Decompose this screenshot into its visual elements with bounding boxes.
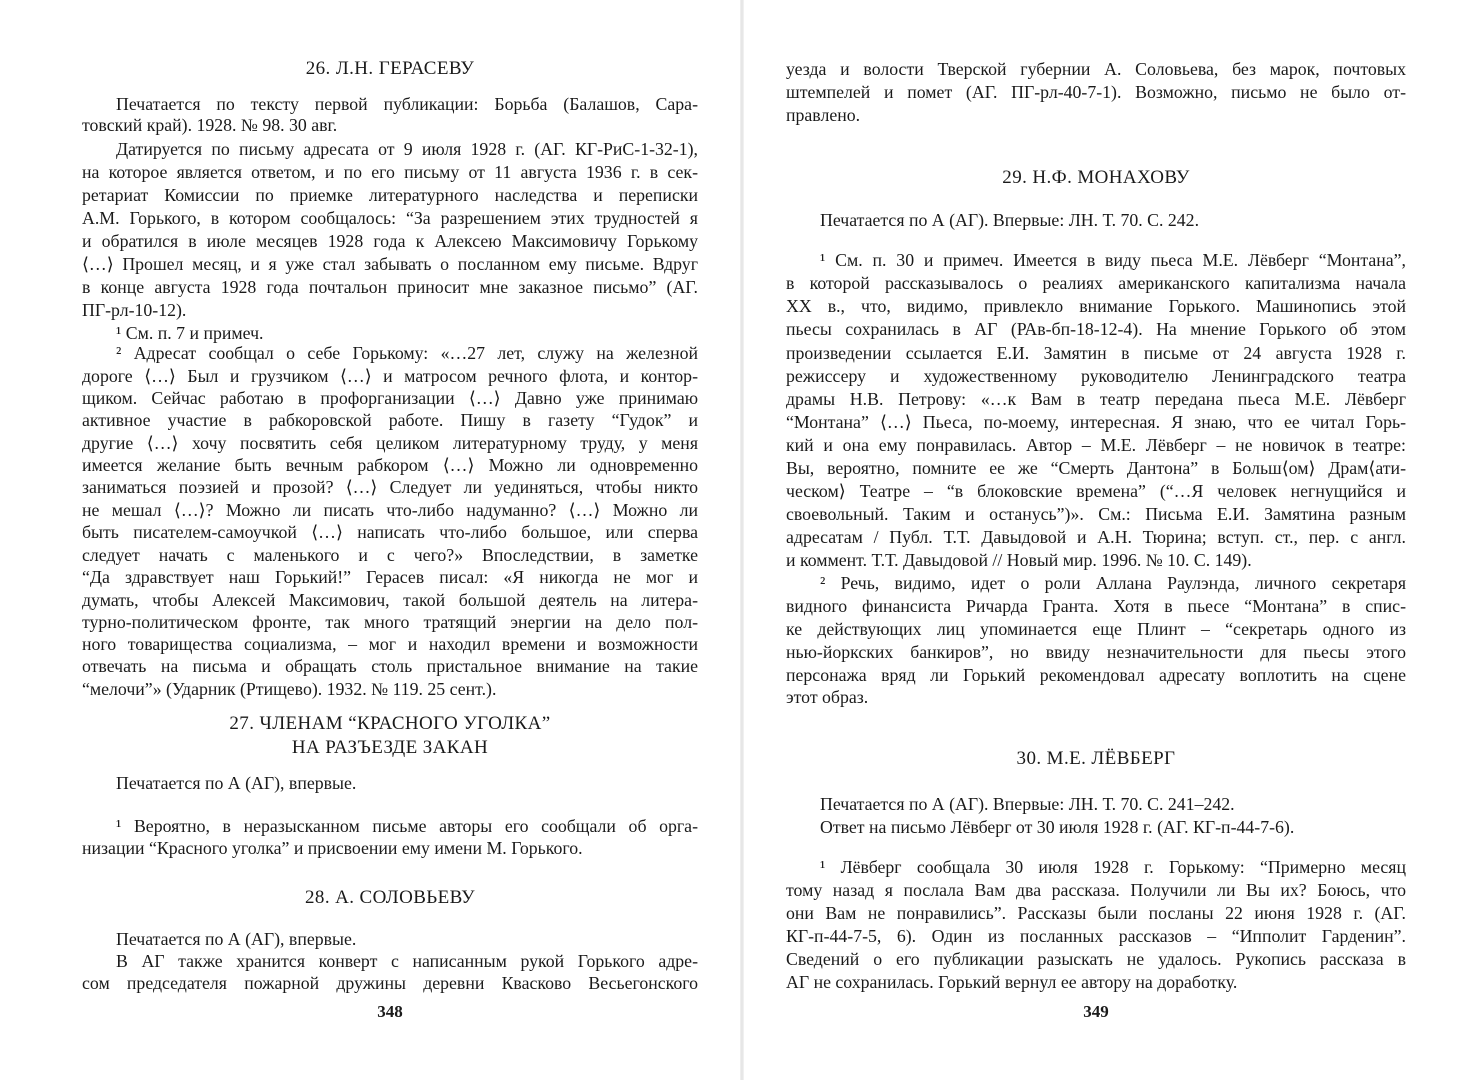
- text-line: в конце августа 1928 года почтальон приносит мне заказное письмо” (АГ.: [82, 277, 698, 297]
- text-line: заниматься поэзией и прозой? ⟨…⟩ Следует ли уединяться, чтобы никто: [82, 477, 698, 497]
- left-page: [82, 0, 698, 1080]
- footnote-line: ² Речь, видимо, идет о роли Аллана Раулэнда, личного секретаря: [820, 573, 1406, 593]
- text-line: ретариат Комиссии по приемке литературного наследства и переписки: [82, 185, 698, 205]
- text-line: и коммент. Т.Т. Давыдовой // Новый мир. 1996. № 10. С. 149).: [786, 550, 1252, 570]
- text-line: думать, чтобы Алексей Максимович, такой большой деятель на литера-: [82, 590, 698, 610]
- text-line: своевольный. Таким и останусь”)». См.: Письма Е.И. Замятина разным: [786, 504, 1406, 524]
- text-line: Печатается по А (АГ). Впервые: ЛН. Т. 70. С. 241–242.: [820, 794, 1235, 814]
- text-line: не мешал ⟨…⟩? Можно ли писать что-либо надуманно? ⟨…⟩ Можно ли: [82, 500, 698, 520]
- text-line: тому назад я послала Вам два рассказа. Получили ли Вы их? Боюсь, что: [786, 880, 1406, 900]
- text-line: и обратился в июле месяцев 1928 года к Алексею Максимовичу Горькому: [82, 231, 698, 251]
- section-26-title: 26. Л.Н. ГЕРАСЕВУ: [305, 58, 475, 79]
- text-line: они Вам не понравились”. Рассказы были посланы 22 июня 1928 г. (АГ.: [786, 903, 1406, 923]
- text-line: на которое является ответом, и по его письму от 11 августа 1936 г. в сек-: [82, 162, 698, 182]
- text-line: штемпелей и помет (АГ. ПГ-рл-40-7-1). Возможно, письмо не было от-: [786, 82, 1406, 102]
- text-line: Датируется по письму адресата от 9 июля 1928 г. (АГ. КГ-РиС-1-32-1),: [116, 139, 698, 159]
- section-27-title-line1: 27. ЧЛЕНАМ “КРАСНОГО УГОЛКА”: [229, 713, 551, 734]
- text-line: Сведений о его публикации разыскать не удалось. Рукопись рассказа в: [786, 949, 1406, 969]
- text-line: активное участие в рабкоровской работе. Пишу в газету “Гудок” и: [82, 410, 698, 430]
- text-line: Печатается по А (АГ), впервые.: [116, 773, 357, 793]
- footnote-line: ¹ См. п. 7 и примеч.: [116, 323, 264, 343]
- text-line: “Монтана” ⟨…⟩ Пьеса, по-моему, интересная. Я знаю, что ее читал Горь-: [786, 412, 1406, 432]
- text-line: уезда и волости Тверской губернии А. Соловьева, без марок, почтовых: [786, 59, 1406, 79]
- footnote-line: ² Адресат сообщал о себе Горькому: «…27 лет, служу на железной: [116, 343, 698, 363]
- text-line: пьесы сохранилась в АГ (РАв-бп-18-12-4). На мнение Горького об этом: [786, 319, 1406, 339]
- footnote-line: ¹ Вероятно, в неразысканном письме авторы его сообщали об орга-: [116, 816, 698, 836]
- text-line: “Да здравствует наш Горький!” Герасев писал: «Я никогда не мог и: [82, 567, 698, 587]
- text-line: адресатам / Публ. Т.Т. Давыдовой и А.Н. Тюрина; вступ. ст., пер. с англ.: [786, 527, 1406, 547]
- text-line: ческом⟩ Театре – “в блоковские времена” (“…Я человек негнущийся и: [786, 481, 1406, 501]
- text-line: в которой рассказывалось о реалиях американского капитализма начала: [786, 273, 1406, 293]
- page-number: 348: [377, 1002, 403, 1021]
- text-line: видного финансиста Ричарда Гранта. Хотя в пьесе “Монтана” в спис-: [786, 596, 1406, 616]
- footnote-line: ¹ Лёвберг сообщала 30 июля 1928 г. Горькому: “Примерно месяц: [820, 857, 1406, 877]
- text-line: турно-политическом фронте, так много тратящий энергии на дело пол-: [82, 612, 698, 632]
- text-line: нью-йоркских банкиров”, но ввиду незначительности для пьесы этого: [786, 642, 1406, 662]
- text-line: быть писателем-самоучкой ⟨…⟩ написать что-либо большое, или сперва: [82, 522, 698, 542]
- footnote-line: ¹ См. п. 30 и примеч. Имеется в виду пьеса М.Е. Лёвберг “Монтана”,: [820, 250, 1406, 270]
- text-line: Ответ на письмо Лёвберг от 30 июля 1928 г. (АГ. КГ-п-44-7-6).: [820, 817, 1295, 837]
- section-28-title: 28. А. СОЛОВЬЕВУ: [305, 887, 475, 908]
- right-page: [786, 0, 1406, 1080]
- text-line: произведении ссылается Е.И. Замятин в письме от 24 августа 1928 г.: [786, 343, 1406, 363]
- text-line: правлено.: [786, 105, 861, 125]
- text-line: низации “Красного уголка” и присвоении ему имени М. Горького.: [82, 838, 583, 858]
- text-line: Печатается по тексту первой публикации: Борьба (Балашов, Сара-: [116, 94, 698, 114]
- text-line: отвечать на письма и обращать столь пристальное внимание на такие: [82, 656, 698, 676]
- text-line: следует начать с маленького и с чего?» Впоследствии, в заметке: [82, 545, 698, 565]
- section-29-title: 29. Н.Ф. МОНАХОВУ: [1002, 167, 1190, 188]
- text-line: Печатается по А (АГ), впервые.: [116, 929, 357, 949]
- text-line: персонажа вряд ли Горький рекомендовал адресату воплотить на сцене: [786, 665, 1406, 685]
- text-line: ПГ-рл-10-12).: [82, 300, 187, 320]
- text-line: ⟨…⟩ Прошел месяц, и я уже стал забывать о посланном ему письме. Вдруг: [82, 254, 698, 274]
- page-number: 349: [1083, 1002, 1109, 1021]
- text-line: режиссеру и художественному руководителю Ленинградского театра: [786, 366, 1406, 386]
- text-line: Вы, вероятно, помните ее же “Смерть Дантона” в Больш⟨ом⟩ Драм⟨ати-: [786, 458, 1406, 478]
- book-gutter: [740, 0, 744, 1080]
- section-30-title: 30. М.Е. ЛЁВБЕРГ: [1016, 748, 1176, 769]
- text-line: этот образ.: [786, 687, 869, 707]
- text-line: А.М. Горького, в котором сообщалось: “За разрешением этих трудностей я: [82, 208, 698, 228]
- text-line: XX в., что, видимо, привлекло внимание Горького. Машинопись этой: [786, 296, 1406, 316]
- text-line: товский край). 1928. № 98. 30 авг.: [82, 115, 338, 135]
- text-line: ке действующих лиц упоминается еще Плинт – “секретарь одного из: [786, 619, 1406, 639]
- text-line: щиком. Сейчас работаю в профорганизации ⟨…⟩ Давно уже принимаю: [82, 388, 698, 408]
- text-line: АГ не сохранилась. Горький вернул ее автору на доработку.: [786, 972, 1238, 992]
- text-line: сом председателя пожарной дружины деревни Квасково Весьегонского: [82, 973, 698, 993]
- text-line: другие ⟨…⟩ хочу посвятить себя целиком литературному труду, у меня: [82, 433, 698, 453]
- text-line: В АГ также хранится конверт с написанным рукой Горького адре-: [116, 951, 698, 971]
- text-line: кий и она ему понравилась. Автор – М.Е. Лёвберг – не новичок в театре:: [786, 435, 1406, 455]
- text-line: КГ-п-44-7-5, 6). Один из посланных рассказов – “Ипполит Гарденин”.: [786, 926, 1406, 946]
- text-line: “мелочи”» (Ударник (Ртищево). 1932. № 119. 25 сент.).: [82, 679, 497, 699]
- text-line: дороге ⟨…⟩ Был и грузчиком ⟨…⟩ и матросом речного флота, и контор-: [82, 366, 698, 386]
- text-line: Печатается по А (АГ). Впервые: ЛН. Т. 70. С. 242.: [820, 210, 1200, 230]
- text-line: имеется желание быть вечным рабкором ⟨…⟩ Можно ли одновременно: [82, 455, 698, 475]
- text-line: драмы Н.В. Петрову: «…к Вам в театр передана пьеса М.Е. Лёвберг: [786, 389, 1406, 409]
- text-line: ного товарищества социализма, – мог и находил времени и возможности: [82, 634, 698, 654]
- section-27-title-line2: НА РАЗЪЕЗДЕ ЗАКАН: [291, 737, 489, 758]
